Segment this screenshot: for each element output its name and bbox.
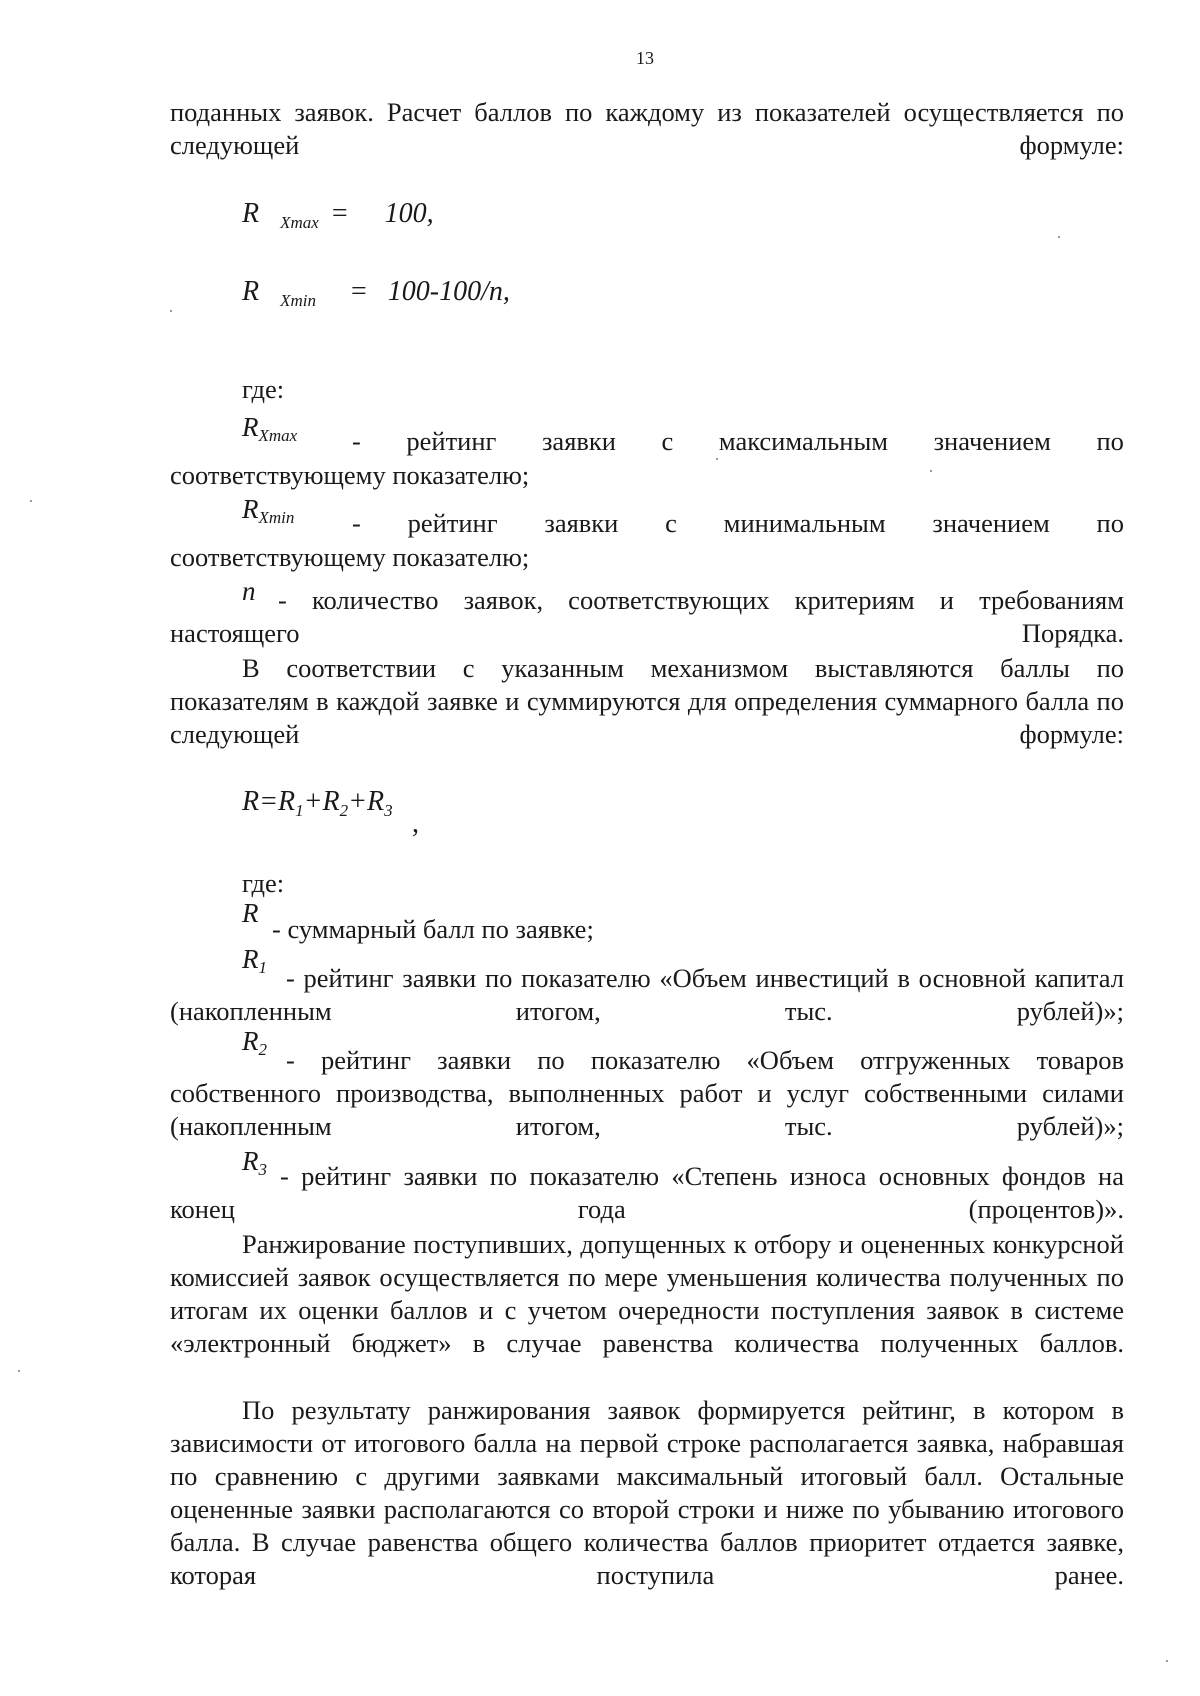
symbol-r2-sub: 2 bbox=[258, 1040, 267, 1059]
result-paragraph: По результату ранжирования заявок формируется рейтинг, в котором в зависимости от итогового балла на первой строке располагается заявка, набравшая по сравнению с другими заявками максимальный итоговый балл. Остальные оцененные заявки располагаются со второй строки и ниже по убыванию итогового балла. В случае равенства общего количества баллов приоритет отдается заявке, которая поступила ранее. bbox=[170, 1395, 1124, 1590]
where-label-1: где: bbox=[242, 374, 285, 404]
def-rxmin-w5: значением bbox=[932, 508, 1050, 538]
def-r2-text: - рейтинг заявки по показателю «Объем отгруженных товаров собственного производства, выполненных работ и услуг собственными силами (накопленным итогом, тыс. рублей)»; bbox=[170, 1045, 1124, 1141]
formula-rmin-rhs: 100-100/n, bbox=[387, 276, 510, 307]
symbol-rxmax-sub: Xmax bbox=[258, 426, 298, 445]
def-rxmax-w6: по bbox=[1096, 426, 1124, 456]
scan-speck bbox=[1166, 1660, 1168, 1662]
symbol-rxmin-sub: Xmin bbox=[258, 508, 295, 527]
formula-rmin bbox=[242, 276, 510, 311]
def-n-text: - количество заявок, соответствующих критериям и требованиям настоящего Порядка. bbox=[170, 585, 1124, 648]
scan-speck bbox=[18, 1370, 20, 1372]
def-rxmin-w6: по bbox=[1096, 508, 1124, 538]
symbol-rxmin-letter: R bbox=[242, 494, 259, 524]
def-r3-text: - рейтинг заявки по показателю «Степень износа основных фондов на конец года (процентов)». bbox=[170, 1161, 1124, 1224]
formula-sum-b: +R bbox=[303, 786, 340, 817]
scan-speck bbox=[170, 310, 172, 312]
def-rxmax-line bbox=[352, 426, 1124, 457]
symbol-r1-letter: R bbox=[242, 944, 259, 974]
def-rxmax-w5: значением bbox=[933, 426, 1051, 456]
intro-paragraph: поданных заявок. Расчет баллов по каждому из показателей осуществляется по следующей формуле: bbox=[170, 97, 1124, 160]
def-r1-text: - рейтинг заявки по показателю «Объем инвестиций в основной капитал (накопленным итогом, тыс. рублей)»; bbox=[170, 963, 1124, 1026]
symbol-rxmax-letter: R bbox=[242, 412, 259, 442]
def-rxmin-w0: - bbox=[352, 508, 361, 538]
formula-rmin-eq: = bbox=[351, 276, 367, 307]
def-rxmax-w3: с bbox=[661, 426, 674, 456]
symbol-r3-letter: R bbox=[242, 1146, 259, 1176]
def-rxmax-w0: - bbox=[352, 426, 361, 456]
formula-sum-s3: 3 bbox=[384, 801, 393, 820]
symbol-rxmin bbox=[242, 494, 294, 528]
def-rxmax-w2: заявки bbox=[541, 426, 616, 456]
formula-sum bbox=[242, 786, 393, 821]
def-rxmax-w1: рейтинг bbox=[406, 426, 497, 456]
ranking-paragraph: Ранжирование поступивших, допущенных к отбору и оцененных конкурсной комиссией заявок осуществляется по мере уменьшения количества полученных по итогам их оценки баллов и с учетом очередности поступления заявок в системе «электронный бюджет» в случае равенства количества полученных баллов. bbox=[170, 1229, 1124, 1358]
def-rxmax-w4: максимальным bbox=[718, 426, 889, 456]
scan-speck bbox=[930, 470, 932, 472]
symbol-r1-sub: 1 bbox=[258, 958, 267, 977]
scan-speck bbox=[30, 500, 32, 502]
formula-rmin-lhs: R bbox=[242, 276, 260, 307]
def-rxmin-w2: заявки bbox=[544, 508, 619, 538]
scan-speck bbox=[1058, 236, 1060, 238]
def-rxmin-line bbox=[352, 508, 1124, 539]
symbol-r2-letter: R bbox=[242, 1026, 259, 1056]
def-rxmin-w3: с bbox=[665, 508, 677, 538]
scan-speck bbox=[716, 458, 718, 460]
def-r-text: - суммарный балл по заявке; bbox=[272, 914, 594, 944]
formula-rmax-sub: Xmax bbox=[280, 213, 319, 232]
formula-sum-s2: 2 bbox=[339, 801, 349, 820]
formula-rmax-rhs: 100, bbox=[384, 198, 434, 229]
sum-paragraph: В соответствии с указанным механизмом выставляются баллы по показателям в каждой заявке и суммируются для определения суммарного балла по следующей формуле: bbox=[170, 653, 1124, 749]
formula-rmin-sub: Xmin bbox=[280, 291, 316, 310]
where-label-2: где: bbox=[242, 868, 285, 898]
symbol-r: R bbox=[242, 898, 259, 928]
formula-sum-comma: , bbox=[412, 808, 419, 839]
symbol-rxmax bbox=[242, 412, 297, 446]
formula-rmax bbox=[242, 198, 434, 233]
formula-sum-c: +R bbox=[348, 786, 385, 817]
formula-sum-s1: 1 bbox=[295, 801, 304, 820]
symbol-r3-sub: 3 bbox=[258, 1160, 267, 1179]
def-rxmin-w4: минимальным bbox=[723, 508, 886, 538]
formula-rmax-eq: = bbox=[331, 198, 348, 229]
page-number: 13 bbox=[636, 48, 654, 68]
def-rxmax-cont: соответствующему показателю; bbox=[170, 460, 530, 490]
def-rxmin-cont: соответствующему показателю; bbox=[170, 542, 530, 572]
formula-sum-a: R=R bbox=[242, 786, 296, 817]
def-rxmin-w1: рейтинг bbox=[407, 508, 498, 538]
formula-rmax-lhs: R bbox=[242, 198, 260, 229]
symbol-n: n bbox=[242, 576, 256, 606]
